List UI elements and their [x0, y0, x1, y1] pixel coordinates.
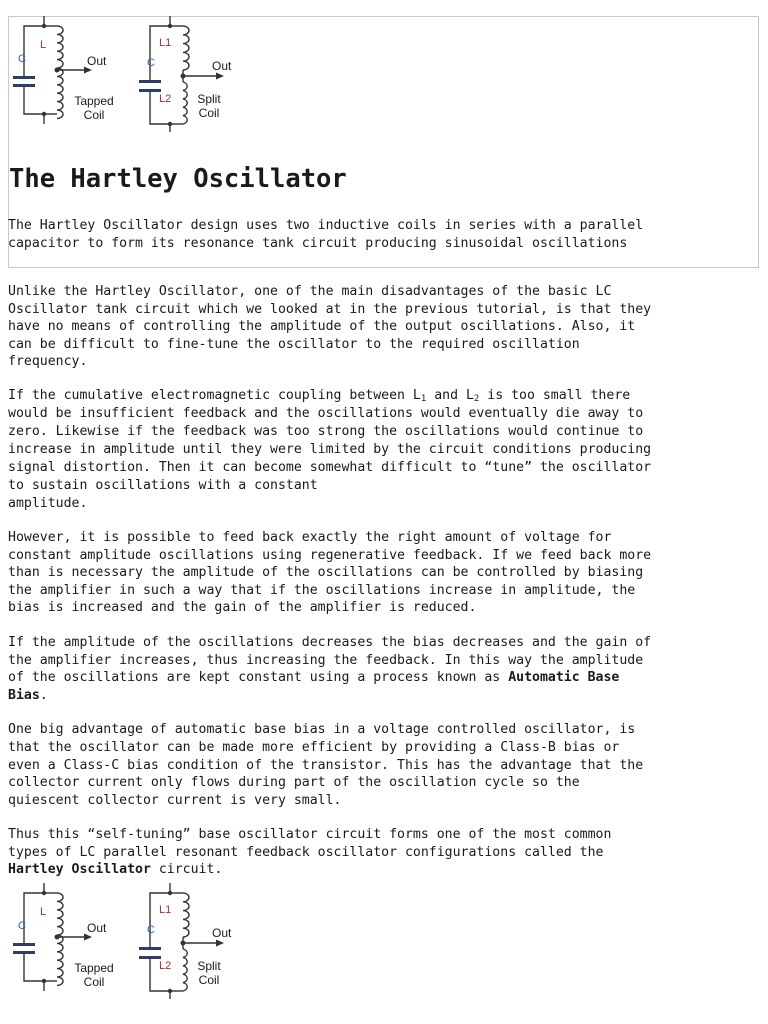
tapped-coil-circuit: [13, 16, 114, 124]
split-l2-label: L2: [159, 93, 172, 105]
split-capacitor-plate-top: [139, 947, 161, 950]
split-out-label: Out: [212, 926, 232, 940]
tapped-l-label: L: [40, 906, 47, 918]
split-node: [181, 941, 186, 946]
paragraph-2: If the cumulative electromagnetic coupling between $L_1$ and $L_2$ is too small there would be insufficient feedback and the oscillations would eventually die away to zero. Likewise if the feedback was too strong the oscillations would continue to increase in amplitude until they were limited by the circuit conditions producing signal distortion. Then it can become somewhat difficult to “tune” the oscillator to sustain oscillations with a constant amplitude.: [8, 387, 652, 511]
split-l1-label: L1: [159, 37, 172, 49]
tapped-c-label: C: [18, 920, 26, 932]
tapped-caption-1: Tapped: [74, 961, 114, 975]
tapped-l-label: L: [40, 39, 47, 51]
tapped-out-label: Out: [87, 921, 107, 935]
paragraph-6: Thus this “self-tuning” base oscillator circuit forms one of the most common types of LC parallel resonant feedback oscillator configurations called the Hartley Oscillator circuit.: [8, 827, 612, 878]
paragraph-4: If the amplitude of the oscillations decreases the bias decreases and the gain of the amplifier increases, thus increasing the feedback. In this way the amplitude of the oscillations are kept constant using a process known as Automatic Base Bias.: [8, 634, 652, 703]
oscillator-diagram-bottom: [0, 881, 250, 1003]
tapped-caption-2: Coil: [83, 975, 105, 989]
oscillator-diagram-top: [0, 14, 250, 136]
split-coil-circuit: [139, 16, 232, 132]
split-l1-label: L1: [159, 904, 172, 916]
split-capacitor-plate-top: [139, 80, 161, 83]
page-subtitle: The Hartley Oscillator design uses two inductive coils in series with a parallel capacitor to form its resonance tank circuit producing sinusoidal oscillations: [8, 218, 644, 251]
capacitor-plate-bottom: [13, 951, 35, 954]
paragraph-1: Unlike the Hartley Oscillator, one of the main disadvantages of the basic LC Oscillator tank circuit which we looked at in the previous tutorial, is that they have no means of controlling the amplitude of the output oscillations. Also, it can be difficult to fine-tune the oscillator to the required oscillation frequency.: [8, 284, 652, 370]
tapped-c-label: C: [18, 53, 26, 65]
article-body: [8, 283, 760, 896]
term-automatic-base-bias: Automatic Base Bias: [8, 670, 620, 703]
tap-node: [55, 935, 60, 940]
split-coil-circuit: [139, 883, 232, 999]
paragraph-5: One big advantage of automatic base bias in a voltage controlled oscillator, is that the oscillator can be made more efficient by providing a Class-B bias or even a Class-C bias condition of the transistor. This has the advantage that the collector current only flows during part of the oscillation cycle so the quiescent collector current is very small.: [8, 722, 644, 808]
tapped-coil-circuit: [13, 883, 114, 991]
split-c-label: C: [147, 924, 155, 936]
split-out-arrow-icon: [216, 940, 224, 947]
split-caption-2: Coil: [198, 106, 220, 120]
split-node: [181, 74, 186, 79]
page-title: The Hartley Oscillator: [9, 164, 347, 194]
split-capacitor-plate-bottom: [139, 956, 161, 959]
split-caption-1: Split: [197, 959, 221, 973]
capacitor-plate-bottom: [13, 84, 35, 87]
capacitor-plate-top: [13, 76, 35, 79]
tapped-caption-1: Tapped: [74, 94, 114, 108]
split-caption-1: Split: [197, 92, 221, 106]
split-out-label: Out: [212, 59, 232, 73]
tapped-caption-2: Coil: [83, 108, 105, 122]
tapped-out-label: Out: [87, 54, 107, 68]
split-c-label: C: [147, 57, 155, 69]
split-out-arrow-icon: [216, 73, 224, 80]
split-l2-label: L2: [159, 960, 172, 972]
term-hartley-oscillator: Hartley Oscillator: [8, 862, 151, 878]
split-capacitor-plate-bottom: [139, 89, 161, 92]
capacitor-plate-top: [13, 943, 35, 946]
paragraph-3: However, it is possible to feed back exactly the right amount of voltage for constant amplitude oscillations using regenerative feedback. If we feed back more than is necessary the amplitude of the oscillations can be controlled by biasing the amplifier in such a way that if the oscillations increase in amplitude, the bias is increased and the gain of the amplifier is reduced.: [8, 529, 652, 616]
tap-node: [55, 68, 60, 73]
split-caption-2: Coil: [198, 973, 220, 987]
